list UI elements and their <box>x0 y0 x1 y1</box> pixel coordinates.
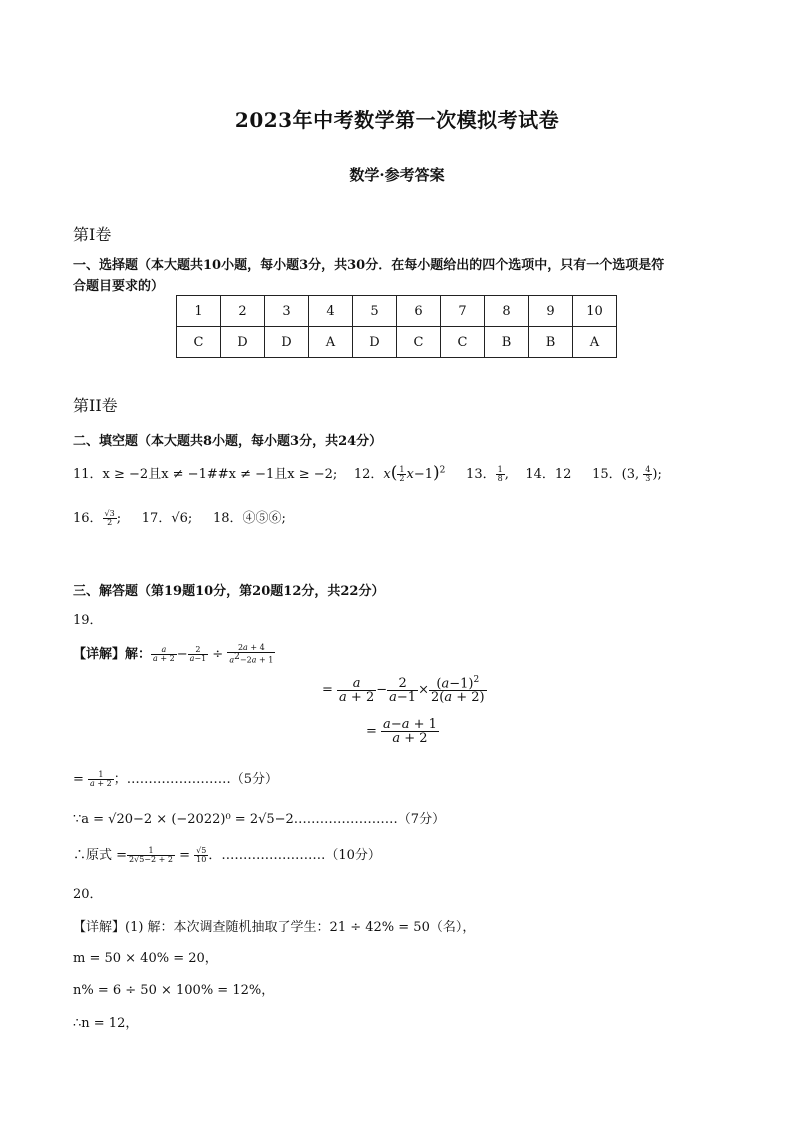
section3-heading: 三、解答题（第19题10分，第20题12分，共22分） <box>73 584 385 599</box>
table-cell: D <box>221 327 265 358</box>
table-cell: 3 <box>265 296 309 327</box>
q19-result-label: ∴原式 = <box>73 848 128 863</box>
q19-result: ∴原式 = $\frac{1}{2√5-2 + 2}$ = $\frac{√5}{10}$ ．……………………（10分） <box>73 846 381 864</box>
answer-11: 11．x ≥ −2且x ≠ −1##x ≠ −1且x ≥ −2; <box>73 467 338 482</box>
q20-line2: m = 50 × 40% = 20， <box>73 951 218 966</box>
table-cell: 1 <box>177 296 221 327</box>
question-20-number: 20． <box>73 887 103 902</box>
table-cell: 4 <box>309 296 353 327</box>
table-cell: 6 <box>397 296 441 327</box>
table-cell: B <box>485 327 529 358</box>
q19-step2: = $\frac{a}{a + 2}$ − $\frac{2}{a-1}$ × $\frac{(a-1)^2}{2(a + 2)}$ <box>322 675 485 706</box>
fill-answers-row1: 11．x ≥ −2且x ≠ −1##x ≠ −1且x ≥ −2; 12．x( $\frac{1}{2}$ x−1)$^2$ 13． $\frac{1}{8}$ , 14．12 15．(3, $\frac{4}{3}$ ); <box>73 463 662 483</box>
part2-label: 第II卷 <box>73 396 118 415</box>
table-cell: 9 <box>529 296 573 327</box>
answer-table <box>176 295 617 358</box>
equals-sign: = <box>366 724 377 739</box>
score-10: ．……………………（10分） <box>208 848 381 863</box>
answer-13-label: 13． <box>466 467 496 482</box>
answer-18: 18．④⑤⑥; <box>212 511 286 526</box>
section1-line2: 合题目要求的） <box>73 279 165 294</box>
table-cell: D <box>353 327 397 358</box>
table-cell: 5 <box>353 296 397 327</box>
score-5: ；……………………（5分） <box>113 772 278 787</box>
q20-line3: n% = 6 ÷ 50 × 100% = 12%， <box>73 983 275 998</box>
table-cell: A <box>309 327 353 358</box>
q19-line-a: ∵a = √20−2 × (−2022)⁰ = 2√5−2……………………（7分） <box>73 812 446 827</box>
q19-step4: = $\frac{1}{a + 2}$ ；……………………（5分） <box>73 770 278 788</box>
table-cell: C <box>177 327 221 358</box>
table-cell: A <box>573 327 617 358</box>
table-cell: 2 <box>221 296 265 327</box>
question-19-number: 19． <box>73 613 103 628</box>
q20-line1: 【详解】(1) 解：本次调查随机抽取了学生：21 ÷ 42% = 50（名）， <box>73 920 476 935</box>
table-row <box>177 327 617 358</box>
table-cell: 8 <box>485 296 529 327</box>
table-cell: 7 <box>441 296 485 327</box>
q19-detail-label: 【详解】解： <box>73 647 152 662</box>
table-cell: B <box>529 327 573 358</box>
section1-line1: 一、选择题（本大题共10小题，每小题3分，共30分．在每小题给出的四个选项中，只有一个选项是符 <box>73 258 665 273</box>
q19-step3: = $\frac{a-a + 1}{a + 2}$ <box>366 717 437 746</box>
section2-heading: 二、填空题（本大题共8小题，每小题3分，共24分） <box>73 434 383 449</box>
table-cell: C <box>441 327 485 358</box>
answer-16-label: 16． <box>73 511 103 526</box>
page-subtitle: 数学·参考答案 <box>349 166 445 184</box>
table-row <box>177 296 617 327</box>
table-cell: C <box>397 327 441 358</box>
q20-line4: ∴n = 12， <box>73 1016 139 1031</box>
part1-label: 第Ⅰ卷 <box>73 225 112 244</box>
answer-14: 14．12 <box>525 467 572 482</box>
page-title: 2023年中考数学第一次模拟考试卷 <box>234 108 560 132</box>
q19-expression: 【详解】解： $\frac{a}{a + 2}$ − $\frac{2}{a-1}$ ÷ $\frac{2a + 4}{a^2-2a + 1}$ <box>73 643 274 665</box>
answer-17: 17．√6; <box>141 511 193 526</box>
table-cell: D <box>265 327 309 358</box>
answer-12-label: 12． <box>353 467 384 482</box>
answer-15-label: 15．(3, <box>592 467 640 482</box>
table-cell: 10 <box>573 296 617 327</box>
fill-answers-row2: 16． $\frac{√3}{2}$ ; 17．√6; 18．④⑤⑥; <box>73 509 286 527</box>
